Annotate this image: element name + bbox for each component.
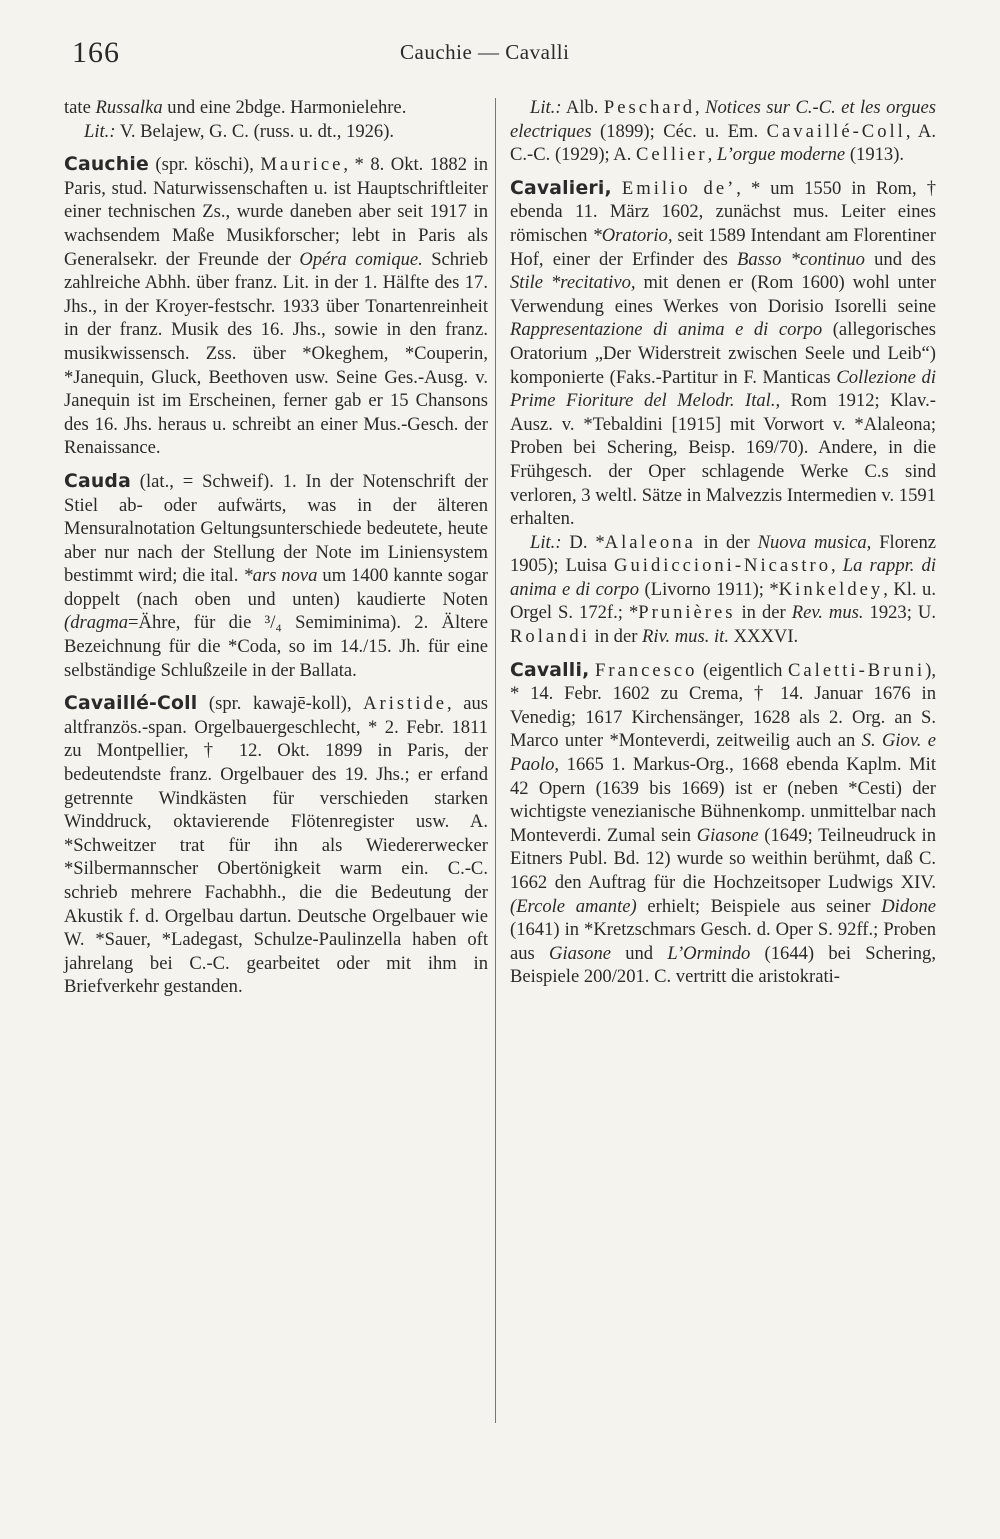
- entry-headword: Cavaillé-Coll: [64, 693, 198, 715]
- running-head: Cauchie — Cavalli: [400, 40, 570, 64]
- dictionary-entry: [64, 153, 488, 460]
- column-divider: [495, 98, 496, 1423]
- left-column: [64, 96, 488, 999]
- entry-headword: Cauchie: [64, 154, 149, 176]
- entry-headword: Cavalieri,: [510, 177, 612, 199]
- entry-body: (spr. kawajē-koll), Aristide, aus altfranzös.-span. Orgelbauergeschlecht, * 2. Febr. 1811 zu Montpellier, † 12. Okt. 1899 in Paris, der bedeutendste franz. Orgelbauer des 19. Jhs.; er erfand getrennte Windkästen für verschieden starken Winddruck, oktavierende Flötenregister usw. A. *Schweitzer trat für ihn als Wiedererwecker *Silbermannscher Obertönigkeit warm ein. C.-C. schrieb mehrere Fachabhh., die die Bedeutung der Akustik f. d. Orgelbau dartun. Deutsche Orgelbauer wie W. *Sauer, *Ladegast, Schulze-Paulinzella haben oft jahrelang bei C.-C. gearbeitet oder mit ihm in Briefverkehr gestanden.: [64, 693, 488, 998]
- literature-note: Lit.: Alb. Peschard, Notices sur C.-C. et les orgues electriques (1899); Céc. u. Em. Cavaillé-Coll, A. C.-C. (1929); A. Cellier, L’orgue moderne (1913).: [510, 97, 937, 166]
- page-header: [72, 28, 928, 76]
- dictionary-entry: [64, 692, 488, 999]
- entry-headword: Cauda: [64, 470, 131, 492]
- continuation-text: tate Russalka und eine 2bdge. Harmonielehre.: [64, 97, 407, 118]
- dictionary-entry: [510, 177, 936, 531]
- literature-note: Lit.: V. Belajew, G. C. (russ. u. dt., 1926).: [84, 120, 395, 142]
- entry-body: Emilio de’, * um 1550 in Rom, † ebenda 11. März 1602, zunächst mus. Leiter eines römischen *Oratorio, seit 1589 Intendant am Florentiner Hof, einer der Erfinder des Basso *continuo und des Stile *recitativo, mit denen er (Rom 1600) wohl unter Verwendung eines Werkes von Dorisio Isorelli seine Rappresentazione di anima e di corpo (allegorisches Oratorium „Der Widerstreit zwischen Seele und Leib“) komponierte (Faks.-Partitur in F. Manticas Collezione di Prime Fioriture del Melodr. Ital., Rom 1912; Klav.-Ausz. v. *Tebaldini [1915] mit Vorwort v. *Alaleona; Proben bei Schering, Beisp. 169/70). Andere, in die Frühgesch. der Oper schlagende Werke C.s sind verloren, 3 weltl. Sätze in Malvezzis Intermedien v. 1591 erhalten.: [510, 177, 937, 530]
- entry-body: (spr. köschi), Maurice, * 8. Okt. 1882 in Paris, stud. Naturwissenschaften u. ist Hauptschriftleiter einer technischen Zs., wurde daneben aber seit 1917 in wachsendem Maße Musikforscher; lebt in Paris als Generalsekr. der Freunde der Opéra comique. Schrieb zahlreiche Abhh. über franz. Lit. in der 1. Hälfte des 17. Jhs., in der Kroyer-festschr. 1933 über Tonartenreinheit in der franz. Musik des 16. Jhs., sowie in den franz. musikwissensch. Zss. über *Okeghem, *Couperin, *Janequin, Gluck, Beethoven usw. Seine Ges.-Ausg. v. Janequin ist im Erscheinen, ferner gab er 15 Chansons des 16. Jhs. heraus u. schreibt an einer Mus.-Gesch. der Renaissance.: [64, 154, 488, 459]
- dictionary-entry: [64, 470, 488, 682]
- right-column: [510, 96, 936, 989]
- entry-headword: Cavalli,: [510, 659, 590, 681]
- dictionary-entry: [510, 659, 936, 989]
- text-columns: [64, 96, 942, 1456]
- entry-body: (lat., = Schweif). 1. In der Notenschrift der Stiel ab- oder aufwärts, was in der älteren Mensuralnotation Geltungsunterschiede bedeutete, heute aber nur nach der Stellung der Note im Liniensystem bestimmt wird; die ital. *ars nova um 1400 kannte sogar doppelt (nach oben und unten) kaudierte Noten (dragma=Ähre, für die ³/₄ Semiminima). 2. Ältere Bezeichnung für die *Coda, so im 14./15. Jh. für eine selbständige Schlußzeile in der Ballata.: [64, 470, 488, 681]
- page-number: 166: [72, 36, 120, 69]
- literature-note: Lit.: D. *Alaleona in der Nuova musica, Florenz 1905); Luisa Guidiccioni-Nicastro, La rappr. di anima e di corpo (Livorno 1911); *Kinkeldey, Kl. u. Orgel S. 172f.; *Prunières in der Rev. mus. 1923; U. Rolandi in der Riv. mus. it. XXXVI.: [510, 531, 937, 648]
- entry-body: Francesco (eigentlich Caletti-Bruni), * 14. Febr. 1602 zu Crema, † 14. Januar 1676 in Venedig; 1617 Kirchensänger, 1628 als 2. Org. an S. Marco unter *Monteverdi, zeitweilig auch an S. Giov. e Paolo, 1665 1. Markus-Org., 1668 ebenda Kaplm. Mit 42 Opern (1639 bis 1669) ist er (neben *Cesti) der wichtigste venezianische Bühnenkomp. unmittelbar nach Monteverdi. Zumal sein Giasone (1649; Teilneudruck in Eitners Publ. Bd. 12) wurde so weithin berühmt, daß C. 1662 den Auftrag für die Hochzeitsoper Ludwigs XIV. (Ercole amante) erhielt; Beispiele aus seiner Didone (1641) in *Kretzschmars Gesch. d. Oper S. 92ff.; Proben aus Giasone und L’Ormindo (1644) bei Schering, Beispiele 200/201. C. vertritt die aristokrati-: [510, 659, 937, 988]
